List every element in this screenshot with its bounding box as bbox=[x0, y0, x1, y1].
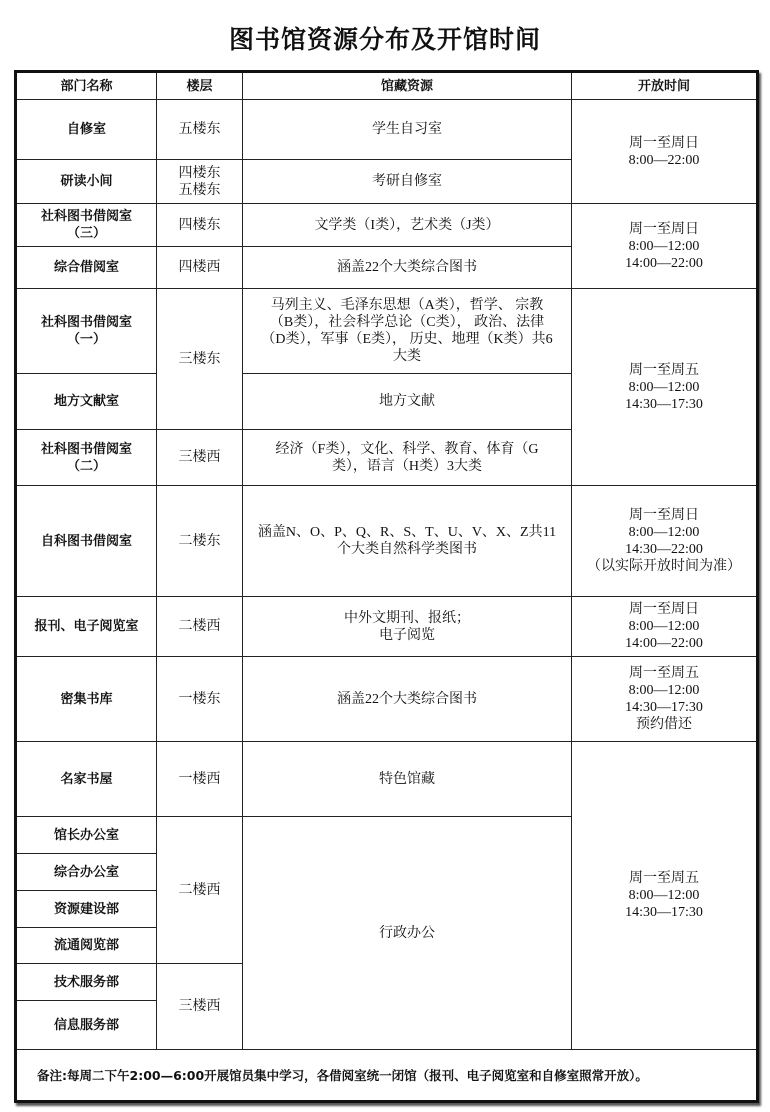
hours-cell-line: 14:00—22:00 bbox=[625, 255, 703, 271]
floor-cell-line: 二楼西 bbox=[178, 619, 221, 634]
department-cell bbox=[16, 204, 157, 247]
resources-cell-line: 涵盖22个大类综合图书 bbox=[337, 691, 477, 707]
resources-cell bbox=[243, 247, 572, 289]
hours-cell-line: 周一至周五 bbox=[629, 666, 699, 681]
floor-cell bbox=[157, 817, 243, 964]
resources-cell bbox=[243, 817, 572, 1050]
hours-cell-line: 8:00—12:00 bbox=[628, 888, 700, 903]
floor-cell-line: 三楼西 bbox=[178, 999, 221, 1014]
floor-cell-line: 一楼东 bbox=[178, 691, 221, 707]
floor-cell bbox=[157, 964, 243, 1050]
resources-cell bbox=[243, 160, 572, 204]
floor-cell bbox=[157, 247, 243, 289]
resources-cell-line: 类），语言（H类）3大类 bbox=[331, 458, 483, 474]
floor-cell bbox=[157, 657, 243, 742]
resources-cell bbox=[243, 289, 572, 374]
floor-cell-line: 三楼西 bbox=[178, 450, 221, 465]
department-cell-line: （二） bbox=[66, 458, 106, 474]
table-row bbox=[16, 289, 758, 374]
hours-cell bbox=[572, 204, 758, 289]
floor-cell bbox=[157, 100, 243, 160]
floor-cell-line: 五楼东 bbox=[178, 122, 221, 137]
hours-cell bbox=[572, 742, 758, 1050]
floor-cell bbox=[157, 160, 243, 204]
floor-cell-line: 四楼东 bbox=[178, 165, 221, 181]
department-cell bbox=[16, 854, 157, 891]
resources-cell-line: 中外文期刊、报纸； bbox=[344, 610, 470, 626]
department-cell-line: 信息服务部 bbox=[53, 1017, 119, 1033]
hours-cell-line: 8:00—12:00 bbox=[628, 683, 700, 698]
department-cell bbox=[16, 430, 157, 486]
hours-cell bbox=[572, 597, 758, 657]
department-cell-line: 地方文献室 bbox=[53, 394, 119, 409]
library-schedule-table bbox=[14, 70, 759, 1103]
hours-cell bbox=[572, 100, 758, 204]
department-cell-line: 自科图书借阅室 bbox=[40, 533, 132, 549]
floor-cell bbox=[157, 597, 243, 657]
floor-cell-line: 二楼东 bbox=[178, 533, 221, 549]
resources-cell-line: 个大类自然科学类图书 bbox=[337, 542, 477, 557]
department-cell bbox=[16, 100, 157, 160]
resources-cell bbox=[243, 486, 572, 597]
hours-cell-line: 预约借还 bbox=[636, 717, 692, 732]
hours-cell-line: 周一至周五 bbox=[629, 871, 699, 886]
department-cell-line: 自修室 bbox=[66, 122, 106, 137]
department-cell-line: 资源建设部 bbox=[53, 901, 119, 917]
header-floor: 楼层 bbox=[157, 72, 243, 100]
department-cell-line: 社科图书借阅室 bbox=[40, 441, 132, 457]
hours-cell-line: 周一至周日 bbox=[629, 135, 699, 151]
department-cell bbox=[16, 486, 157, 597]
department-cell bbox=[16, 657, 157, 742]
department-cell-line: 名家书屋 bbox=[60, 771, 113, 787]
floor-cell bbox=[157, 742, 243, 817]
header-row bbox=[16, 72, 758, 100]
floor-cell-line: 五楼东 bbox=[178, 182, 221, 198]
department-cell bbox=[16, 289, 157, 374]
table-row bbox=[16, 486, 758, 597]
resources-cell-line: 大类 bbox=[393, 349, 421, 364]
department-cell-line: 研读小间 bbox=[60, 174, 113, 189]
department-cell bbox=[16, 597, 157, 657]
hours-cell-line: 14:30—17:30 bbox=[625, 700, 703, 715]
header-department: 部门名称 bbox=[16, 72, 157, 100]
department-cell bbox=[16, 374, 157, 430]
department-cell bbox=[16, 160, 157, 204]
floor-cell-line: 三楼东 bbox=[178, 351, 221, 367]
resources-cell-line: 学生自习室 bbox=[372, 122, 442, 137]
resources-cell-line: 经济（F类），文化、科学、教育、体育（G bbox=[275, 441, 539, 457]
department-cell bbox=[16, 247, 157, 289]
hours-cell-line: 8:00—12:00 bbox=[628, 379, 700, 395]
resources-cell-line: 涵盖N、O、P、Q、R、S、T、U、V、X、Z共11 bbox=[257, 525, 557, 540]
floor-cell-line: 一楼西 bbox=[178, 771, 221, 787]
resources-cell-line: 行政办公 bbox=[379, 925, 435, 941]
hours-cell-line: 8:00—22:00 bbox=[628, 152, 700, 168]
hours-cell-line: 14:30—17:30 bbox=[625, 905, 703, 920]
hours-cell bbox=[572, 486, 758, 597]
department-cell-line: 密集书库 bbox=[60, 691, 113, 707]
department-cell-line: 技术服务部 bbox=[53, 974, 119, 990]
department-cell-line: （三） bbox=[66, 226, 106, 241]
hours-cell-line: 14:30—22:00 bbox=[625, 542, 703, 557]
resources-cell-line: （D类），军事（E类）， 历史、地理（K类）共6 bbox=[261, 332, 553, 347]
resources-cell bbox=[243, 430, 572, 486]
floor-cell-line: 四楼东 bbox=[178, 217, 221, 233]
hours-cell-line: 8:00—12:00 bbox=[628, 238, 700, 254]
hours-cell-line: 8:00—12:00 bbox=[628, 619, 700, 634]
department-cell-line: 社科图书借阅室 bbox=[40, 209, 132, 224]
department-cell-line: 流通阅览部 bbox=[53, 938, 119, 953]
resources-cell bbox=[243, 204, 572, 247]
resources-cell-line: 电子阅览 bbox=[379, 627, 435, 643]
floor-cell-line: 二楼西 bbox=[178, 882, 221, 898]
department-cell bbox=[16, 817, 157, 854]
table-row bbox=[16, 204, 758, 247]
resources-cell bbox=[243, 597, 572, 657]
hours-cell-line: 周一至周日 bbox=[629, 221, 699, 237]
hours-cell-line: 8:00—12:00 bbox=[628, 525, 700, 540]
resources-cell-line: 特色馆藏 bbox=[379, 771, 435, 787]
hours-cell bbox=[572, 289, 758, 486]
hours-cell-line: 周一至周日 bbox=[629, 508, 699, 523]
header-hours: 开放时间 bbox=[572, 72, 758, 100]
resources-cell-line: （B类），社会科学总论（C类）， 政治、法律 bbox=[269, 315, 545, 330]
floor-cell bbox=[157, 430, 243, 486]
resources-cell bbox=[243, 657, 572, 742]
header-resources: 馆藏资源 bbox=[243, 72, 572, 100]
table-row bbox=[16, 100, 758, 160]
floor-cell bbox=[157, 204, 243, 247]
footnote: 备注:每周二下午2:00—6:00开展馆员集中学习，各借阅室统一闭馆（报刊、电子阅览室和自修室照常开放）。 bbox=[16, 1050, 758, 1102]
hours-cell-line: 14:00—22:00 bbox=[625, 636, 703, 651]
hours-cell-line: 周一至周日 bbox=[629, 602, 699, 617]
department-cell bbox=[16, 1001, 157, 1050]
floor-cell-line: 四楼西 bbox=[178, 260, 221, 275]
floor-cell bbox=[157, 486, 243, 597]
resources-cell-line: 马列主义、毛泽东思想（A类），哲学、 宗教 bbox=[270, 298, 544, 313]
hours-cell-line: （以实际开放时间为准） bbox=[587, 559, 741, 574]
resources-cell-line: 地方文献 bbox=[379, 394, 435, 409]
hours-cell-line: 14:30—17:30 bbox=[625, 396, 703, 412]
resources-cell-line: 考研自修室 bbox=[372, 174, 442, 189]
department-cell bbox=[16, 891, 157, 928]
hours-cell-line: 周一至周五 bbox=[629, 362, 699, 378]
resources-cell-line: 文学类（I类），艺术类（J类） bbox=[314, 217, 500, 233]
department-cell bbox=[16, 928, 157, 964]
department-cell bbox=[16, 964, 157, 1001]
resources-cell bbox=[243, 100, 572, 160]
department-cell-line: 社科图书借阅室 bbox=[40, 315, 132, 330]
resources-cell bbox=[243, 742, 572, 817]
page-title: 图书馆资源分布及开馆时间 bbox=[228, 25, 541, 54]
hours-cell bbox=[572, 657, 758, 742]
table-row bbox=[16, 742, 758, 817]
resources-cell-line: 涵盖22个大类综合图书 bbox=[337, 260, 477, 275]
department-cell-line: 馆长办公室 bbox=[53, 827, 119, 843]
department-cell bbox=[16, 742, 157, 817]
table-row bbox=[16, 657, 758, 742]
table-row bbox=[16, 597, 758, 657]
floor-cell bbox=[157, 289, 243, 430]
department-cell-line: 报刊、电子阅览室 bbox=[34, 619, 139, 634]
department-cell-line: （一） bbox=[66, 332, 106, 347]
resources-cell bbox=[243, 374, 572, 430]
department-cell-line: 综合借阅室 bbox=[53, 260, 119, 275]
department-cell-line: 综合办公室 bbox=[53, 864, 119, 880]
